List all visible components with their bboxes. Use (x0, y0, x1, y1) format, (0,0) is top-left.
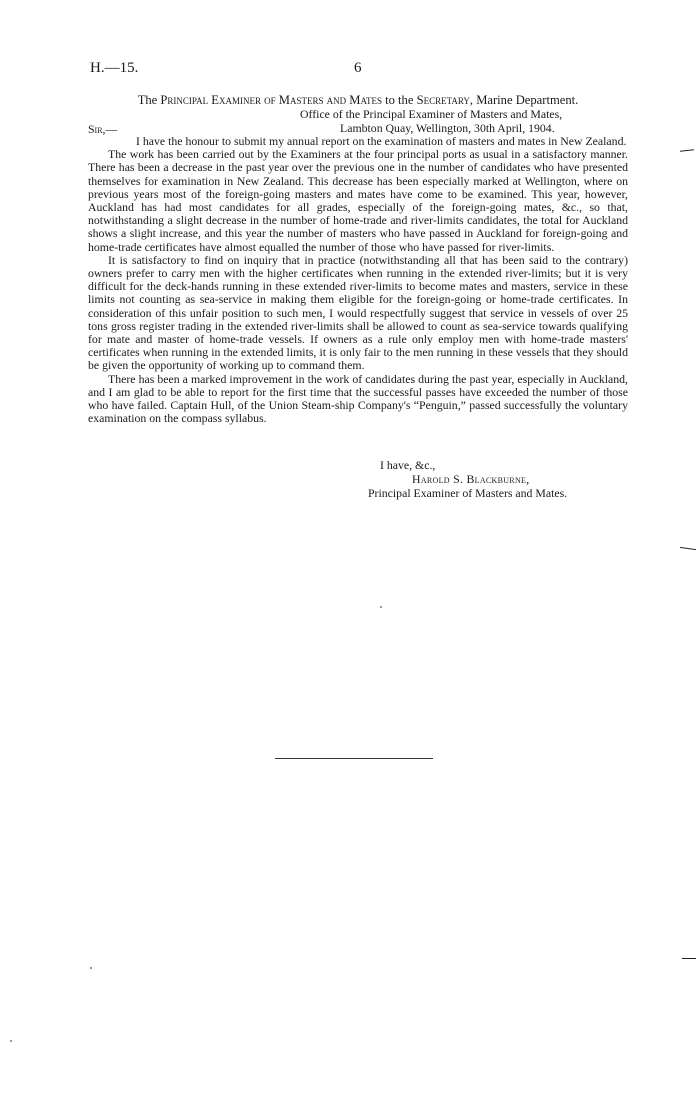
section-divider (275, 758, 433, 759)
speck (380, 606, 382, 608)
margin-mark (680, 149, 694, 151)
paragraph: There has been a marked improvement in the work of candidates during the past year, especially in Auckland, and I am glad to be able to report for the first time that the successful passes have exceeded the number of those who have failed. Captain Hull, of the Union Steam-ship Company's “Penguin,” passed successfully the voluntary examination on the compass syllabus. (88, 371, 628, 426)
heading-pre: The (137, 93, 161, 107)
speck (90, 967, 92, 969)
document-reference: H.—15. (90, 60, 139, 76)
paragraph: It is satisfactory to find on inquiry that in practice (notwithstanding all that has been said to the contrary) owners prefer to carry men with the higher certificates when running in the extended river-limits; but it is very difficult for the deck-hands running in these extended river-limits to become mates and masters, service in these limits not counting as sea-service in making them eligible for the foreign-going or home-trade certificates. In consideration of this unfair position to such men, I would respectfully suggest that service in vessels of over 25 tons gross register trading in the extended river-limits shall be allowed to count as sea-service towards qualifying for mate and master of home-trade vessels. If owners as a rule only employ men with home-trade masters' certificates when running in the extended limits, it is only fair to the men running in these vessels that they should be given the opportunity of working up to command them. (88, 252, 628, 373)
heading-mid: to the (381, 93, 417, 107)
salutation: Sir,— (88, 122, 118, 136)
paragraph: The work has been carried out by the Examiners at the four principal ports as usual in a satisfactory manner. There has been a decrease in the past year over the previous one in the number of candidates who have presented themselves for examination in New Zealand. This decrease has been especially marked at Wellington, where on previous years most of the foreign-going masters and mates have come to be examined. This year, however, Auckland has had most candidates for all grades, especially of the foreign-going mates, &c., so that, notwithstanding a slight decrease in the number of home-trade and river-limits candidates, the total for Auckland shows a slight increase, and this year the number of masters who have passed in Auckland for foreign-going and home-trade certificates have almost equalled the number of those who have passed for river-limits. (88, 147, 628, 254)
address-line-1: Office of the Principal Examiner of Masters and Mates, (300, 107, 563, 121)
margin-mark (680, 547, 696, 550)
letter-body (88, 135, 628, 425)
address-line-2: Lambton Quay, Wellington, 30th April, 1904. (340, 120, 555, 135)
signature-name: Harold S. Blackburne, (412, 472, 530, 486)
margin-mark (682, 958, 696, 959)
speck (10, 1040, 12, 1042)
heading-post: , Marine Department. (469, 93, 579, 107)
heading-from-title: Principal Examiner of Masters and Mates (160, 93, 382, 107)
closing: I have, &c., (380, 458, 436, 472)
letter-heading (88, 93, 628, 108)
paragraph: I have the honour to submit my annual report on the examination of masters and mates in New Zealand. (136, 134, 627, 148)
signature-title: Principal Examiner of Masters and Mates. (368, 486, 568, 500)
heading-to-title: Secretary (416, 93, 470, 107)
page-number: 6 (354, 60, 362, 76)
sender-address (300, 108, 562, 135)
